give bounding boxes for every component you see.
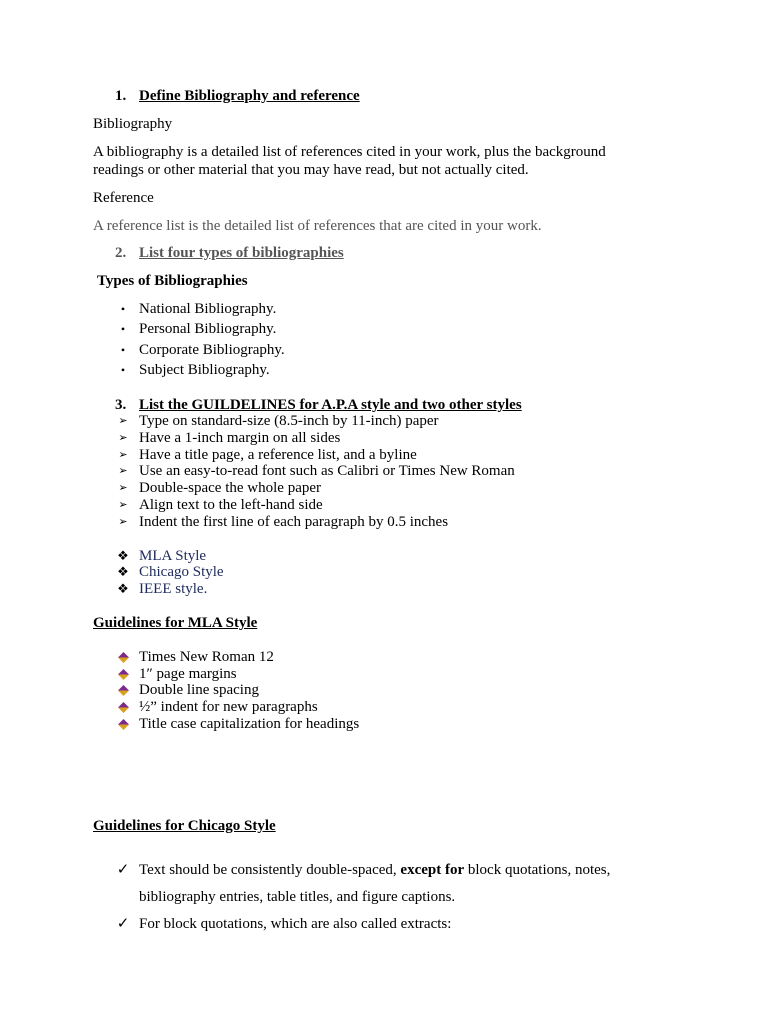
q2-heading bbox=[115, 244, 344, 262]
dot-icon: • bbox=[120, 343, 126, 357]
q2-number: 2. bbox=[115, 245, 127, 261]
bibliography-definition-line1: A bibliography is a detailed list of references cited in your work, plus the background bbox=[93, 144, 606, 160]
arrow-icon: ➢ bbox=[118, 482, 128, 494]
diamond-icon: ❖ bbox=[117, 564, 129, 579]
triangle-icon bbox=[113, 698, 133, 716]
chicago-heading: Guidelines for Chicago Style bbox=[93, 818, 276, 834]
triangle-icon bbox=[113, 715, 133, 733]
arrow-icon: ➢ bbox=[118, 449, 128, 461]
check-icon: ✓ bbox=[116, 916, 130, 932]
triangle-icon bbox=[113, 648, 133, 666]
q3-title: List the GUILDELINES for A.P.A style and two other styles bbox=[139, 397, 522, 413]
bibliography-definition-line2: readings or other material that you may have read, but not actually cited. bbox=[93, 162, 529, 178]
mla-heading: Guidelines for MLA Style bbox=[93, 615, 258, 631]
types-subheading: Types of Bibliographies bbox=[97, 273, 248, 289]
q1-number: 1. bbox=[115, 88, 127, 104]
document-page: 1. Define Bibliography and reference Bibliography A bibliography is a detailed list of references cited in your work, plus the background readings or other material that you may have read, but not actually cited. Reference A reference list is the detailed list of references that are cited in your work. 2. List four types of bibliographies Types of Bibliographies • National Bibliography. • Personal Bibliography. • Corporate Bibliography. • Subject Bibliography. 3. List the GUILDELINES for A.P.A style and two other styles ➢ Type on standard-size (8.5-inch by 11-inch) paper ➢ Have a 1-inch margin on all sides ➢ Have a title page, a reference list, and a byline ➢ Use an easy-to-read font such as Calibri or Times New Roman ➢ Double-space the whole paper ➢ Align text to the left-hand side ➢ Indent the first line of each paragraph by 0.5 inches ❖ MLA Style ❖ Chicago Style ❖ IEEE style. Guidelines for MLA Style Times New Roman 12 1″ page margins Double line spacing ½” indent for new paragraphs Title case capitalization for headings Guidelines for Chicago Style ✓ Text should be consistently double-spaced, except for block quotations, notes, bibliography entries, table titles, and figure captions. ✓ For block quotations, which are also called extracts: bbox=[93, 88, 611, 932]
arrow-icon: ➢ bbox=[118, 415, 128, 427]
q1-title: Define Bibliography and reference bbox=[139, 88, 360, 104]
q1-heading bbox=[115, 87, 360, 105]
arrow-icon: ➢ bbox=[118, 499, 128, 511]
reference-definition: A reference list is the detailed list of references that are cited in your work. bbox=[93, 218, 542, 234]
check-icon: ✓ bbox=[116, 862, 130, 878]
arrow-icon: ➢ bbox=[118, 432, 128, 444]
reference-label: Reference bbox=[93, 190, 154, 206]
bibliography-label: Bibliography bbox=[93, 116, 173, 132]
triangle-icon bbox=[113, 681, 133, 699]
arrow-icon: ➢ bbox=[118, 465, 128, 477]
diamond-icon: ❖ bbox=[117, 581, 129, 596]
arrow-icon: ➢ bbox=[118, 516, 128, 528]
dot-icon: • bbox=[120, 363, 126, 377]
dot-icon: • bbox=[120, 322, 126, 336]
q3-number: 3. bbox=[115, 397, 127, 413]
q2-title: List four types of bibliographies bbox=[139, 245, 344, 261]
diamond-icon: ❖ bbox=[117, 548, 129, 563]
dot-icon: • bbox=[120, 302, 126, 316]
